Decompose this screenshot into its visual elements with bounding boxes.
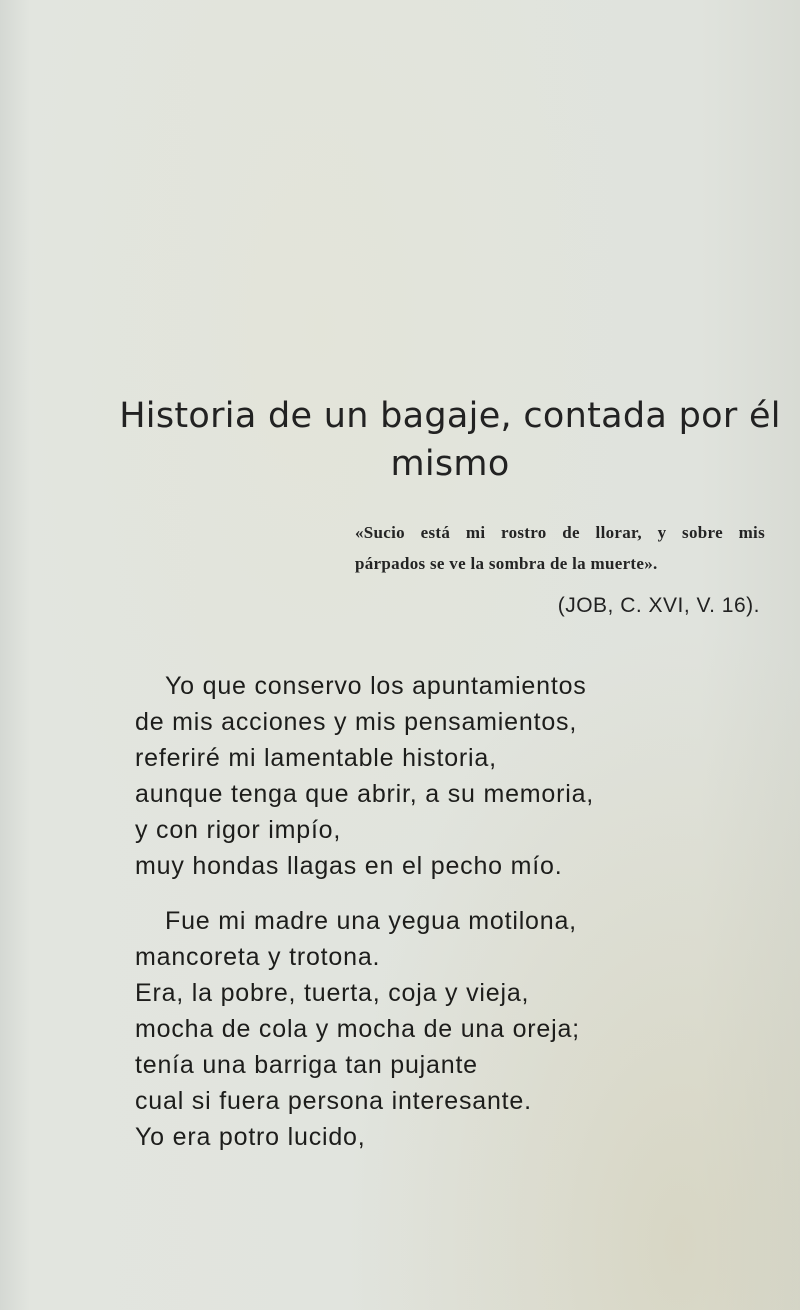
epigraph-line-2: párpados se ve la sombra de la muerte». <box>355 554 658 573</box>
verse-line: Era, la pobre, tuerta, coja y vieja, <box>135 979 530 1007</box>
stanza-2 <box>135 903 735 1155</box>
verse-line: referiré mi lamentable historia, <box>135 744 497 772</box>
verse-line: Fue mi madre una yegua motilona, <box>165 907 577 935</box>
stanza-1 <box>135 668 735 884</box>
verse-line: de mis acciones y mis pensamientos, <box>135 708 578 736</box>
epigraph-line-1: «Sucio está mi rostro de llorar, y sobre mis <box>355 523 765 542</box>
poem-title: Historia de un bagaje, contada por él mismo <box>119 396 781 484</box>
verse-line: Yo que conservo los apuntamientos <box>165 672 587 700</box>
epigraph <box>355 517 765 579</box>
verse-line: muy hondas llagas en el pecho mío. <box>135 852 563 880</box>
verse-line: tenía una barriga tan pujante <box>135 1051 478 1079</box>
verse-line: aunque tenga que abrir, a su memoria, <box>135 780 595 808</box>
epigraph-citation: (JOB, C. XVI, V. 16). <box>557 594 760 617</box>
verse-line: mocha de cola y mocha de una oreja; <box>135 1015 580 1043</box>
verse-line: mancoreta y trotona. <box>135 943 381 971</box>
verse-line: cual si fuera persona interesante. <box>135 1087 532 1115</box>
verse-line: Yo era potro lucido, <box>135 1123 366 1151</box>
verse-line: y con rigor impío, <box>135 816 342 844</box>
